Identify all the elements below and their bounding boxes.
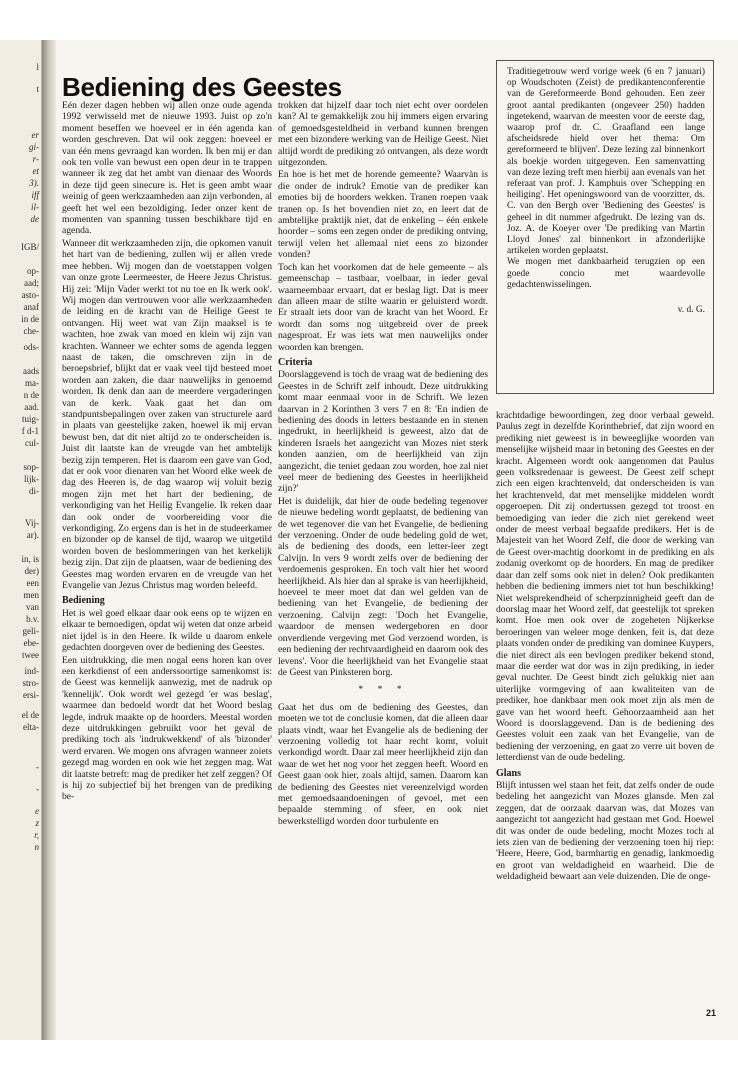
prev-page-fragment: IGB/ [21,242,39,252]
editorial-note-text: Traditiegetrouw werd vorige week (6 en 7 januari) op Woudschoten (Zeist) de predikantenconferentie van de Gereformeerde Bond gehouden. Een zeer groot aantal predikanten (ongeveer 250) hadden ingetekend, waarvan de meesten voor de eerste dag, waarop prof dr. C. Graafland een lange afscheidsrede hield over het thema: Om gereformeerd te blijven'. Deze lezing zal binnenkort als boekje worden uitgegeven. Een samenvatting van deze lezing treft men hierbij aan evenals van het referaat van prof. J. Kamphuis over 'Schepping en heiliging'. Het openingswoord van de voorzitter, ds. C. van den Bergh over 'Bediening des Geestes' is geheel in dit nummer afgedrukt. De lezing van ds. Joz. A. de Koeyer over 'De prediking van Martin Lloyd Jones' zal binnenkort in afzonderlijke artikelen worden geplaatst. [507,67,705,257]
prev-page-fragment: in de [21,314,39,324]
section-divider: * * * [358,684,408,696]
article-paragraph: Toch kan het voorkomen dat de hele gemeente – als gemeenschap – tastbaar, voelbaar, in ieder geval waarneembaar ervaart, dat er beslag ligt. Dat is meer dan alleen maar de stilte waarin er geluisterd wordt. Er straalt iets door van de kracht van het Woord. Er wordt dan soms nog uitgebreid over de preek nagesproat. Er was iets wat men nauwelijks onder woorden kan brengen. [278,261,488,353]
prev-page-fragment: cul- [25,438,39,448]
prev-page-fragment: e [35,806,39,816]
article-paragraph: Doorslaggevend is toch de vraag wat de bediening des Geestes in de Schrift zelf inhoudt. Deze uitdrukking komt maar eenmaal voor in de Schrift. We lezen daarvan in 2 Korinthen 3 vers 7 en 8: 'En indien de bediening des doods in letters bestaande en in stenen ingedrukt, in heerlijkheid is geweest, alzo dat de kinderen Israels het aangezicht van Mozes niet sterk konden aanzien, om de heerlijkheid van zijn aangezicht, die teniet gedaan zou worden, hoe zal niet veel meer de bediening des Geestes in heerlijkheid zijn?' [278,369,488,495]
article-paragraph: Eén dezer dagen hebben wij allen onze oude agenda 1992 verwisseld met de nieuwe 1993. Juist op zo'n moment beseffen we hoeveel er in één agenda kan worden geschreven. Dat wil ook zeggen: hoeveel er van één mens gevraagd kan worden. Ik ben mij er dan ook ten volle van bewust een open deur in te trappen wanneer ik zeg dat het ambt van dienaar des Woords in deze tijd geen sinecure is. Het is geen ambt waar weinig of geen werkzaamheden aan zijn verbonden, al geeft het wel een bezoldiging. Ieder onzer kent de momenten van spanning tussen beschikbare tijd en agenda. [62,100,272,237]
previous-page-edge [0,40,42,1040]
prev-page-fragment: ma- [25,378,39,388]
prev-page-fragment: de [30,214,39,224]
prev-page-fragment: ar). [26,530,39,540]
article-paragraph: Een uitdrukking, die men nogal eens horen kan over een kerkdienst of een anderssoortige samenkomst is: de Geest was kennelijk aanwezig, met de nadruk op 'kennelijk'. Ook wordt wel gezegd 'er was beslag', waarmee dan bedoeld wordt dat het Woord beslag legde, indruk maakte op de hoorders. Meestal worden deze uitdrukkingen gebruikt voor het geval de prediking toch als 'indrukwekkend' of als 'bizonder' werd ervaren. We mogen ons afvragen wanneer zoiets gezegd mag worden en ook wie het zeggen mag. Wat dit laatste betreft: mag de prediker het zelf zeggen? Of is hij zo subjectief bij het brengen van de prediking be- [62,654,272,803]
article-column-3 [496,410,714,884]
prev-page-fragment: - [36,784,39,794]
prev-page-fragment: der) [24,566,39,576]
prev-page-fragment: di- [29,486,39,496]
page-number: 21 [705,1008,716,1018]
prev-page-fragment: ods- [23,342,39,352]
page-gutter [42,40,56,1040]
editorial-note-signature: v. d. G. [677,305,705,316]
article-paragraph: Gaat het dus om de bediening des Geestes, dan moeten we tot de conclusie komen, dat die alleen daar plaats vindt, waar het Evangelie als de bediening der verzoening volledig tot haar recht komt, voluit verkondigd wordt. Daar zal meer heerlijkheid zijn dan waar de wet het nog voor het zeggen heeft. Woord en Geest gaan ook hier, zoals altijd, samen. Daarom kan de bediening des Geestes niet vereenzelvigd worden met gemoedsaandoeningen of gevoel, met een bepaalde stemming of sfeer, en ook niet bewerkstelligd worden door turbulente en [278,701,488,827]
prev-page-fragment: tuig- [22,414,39,424]
editorial-note-box [496,60,714,394]
article-paragraph: Het is wel goed elkaar daar ook eens op te wijzen en elkaar te bemoedigen, opdat wij weten dat onze arbeid niet ijdel is in den Heere. Ik wilde u daarom enkele gedachten doorgeven over de bediening des Geestes. [62,607,272,654]
section-heading: Bediening [62,595,105,607]
prev-page-fragment: n [34,842,39,852]
prev-page-fragment: t [36,84,39,94]
article-title: Bediening des Geestes [62,72,342,102]
editorial-note-closing: We mogen met dankbaarheid terugzien op een goede concio met waardevolle gedachtenwisselingen. [507,257,705,290]
article-paragraph: Het is duidelijk, dat hier de oude bedeling tegenover de nieuwe bedeling wordt geplaatst, de bediening van de wet tegenover die van het Evangelie, de bediening der verzoening. Onder de oude bedeling gold de wet, als de bediening des doods, een letter-leer zegt Calvijn. In vers 9 wordt zelfs over de bediening der verdoemenis gesproken. En toch valt hier het woord heerlijkheid. Als hier dan al sprake is van heerlijkheid, hoeveel te meer moet dat dan wel gelden van de bediening van het Evangelie, de bediening der verzoening. Calvijn zegt: 'Doch het Evangelie, waardoor de mensen wedergeboren en door onverdiende vergeving met God verzoend worden, is een bediening der rechtvaardigheid en daarom ook des levens'. Voor die heerlijkheid van het Evangelie staat de Geest van Pinksteren borg. [278,495,488,678]
article-paragraph: krachtdadige bewoordingen, zeg door verbaal geweld. Paulus zegt in dezelfde Korinthebrief, dat zijn woord en prediking niet geweest is in beweeglijke woorden van menselijke wijsheid maar in betoning des Geestes en der kracht. Algemeen wordt ook aangenomen dat Paulus geen volksredenaar is geweest. De Geest zelf schept zich een eigen krachtenveld, dat onderscheiden is van het krachtenveld, dat met menselijke middelen wordt opgeroepen. Dit zij ondertussen gezegd tot troost en bemoediging van ieder die zich niet gerekend weet onder de meest verbaal begaafde predikers. Het is de Majesteit van het Woord Zelf, die door de werking van de Geest over-machtig doorkomt in de prediking en als zodanig overkomt op de hoorders. En mag de prediker daar dan zelf soms ook niet in delen? Ook predikanten hebben die bediening immers niet tot hun beschikking! Niet welsprekendheid of scherpzinnigheid geeft dan de doorslag maar het Woord zelf, dat geestelijk tot spreken komt. Hoe men ook over de zogeheten Nijkerkse beroeringen van weleer moge denken, feit is, dat deze plaats vonden onder de prediking van dominee Kuypers, die niet direct als een bevlogen prediker bekend stond, maar die eerder wat dor was in zijn prediking, in ieder geval nuchter. De Geest bindt zich gelukkig niet aan uiterlijke vormgeving of aan kwaliteiten van de prediker, hoe dankbaar men ook moet zijn als men de gave van het woord heeft. Gehoorzaamheid aan het Woord is doorslaggevend. Dan is de bediening des Geestes voluit een zaak van het Evangelie, van de bediening der verzoening, en gaat zo verre uit boven de letterdienst van de oude bedeling. [496,410,714,764]
prev-page-fragment: anaf [23,302,39,312]
prev-page-fragment: l [36,62,39,72]
prev-page-fragment: - [36,762,39,772]
magazine-page [56,40,738,1040]
article-paragraph: trokken dat hijzelf daar toch niet echt over oordelen kan? Al te gemakkelijk zou hij immers eigen ervaring of gemoedsgesteldheid in verband kunnen brengen met een bizondere werking van de Heilige Geest. Niet altijd wordt de prediking zó ontvangen, als deze wordt uitgezonden. [278,100,488,169]
prev-page-fragment: f d-1 [21,426,39,436]
prev-page-fragment: aad; [24,278,39,288]
prev-page-fragment: aad. [24,402,39,412]
prev-page-fragment: er [31,130,39,140]
prev-page-fragment: lijk- [24,474,39,484]
prev-page-fragment: ebe- [23,638,39,648]
prev-page-fragment: elta- [23,722,39,732]
article-paragraph: Blijft intussen wel staan het feit, dat zelfs onder de oude bedeling het aangezicht van Mozes glansde. Men zal zeggen, dat de oorzaak daarvan was, dat Mozes van aangezicht tot aangezicht had gestaan met God. Hoewel dit was onder de oude bedeling, mocht Mozes toch al iets zien van de bediening der verzoening toen hij riep: 'Heere, Heere, God, barmhartig en genadig, lankmoedig en groot van weldadigheid en waarheid. Die de weldadigheid bewaart aan vele duizenden. Die de onge- [496,780,714,883]
article-column-2 [278,100,488,828]
prev-page-fragment: twee [22,650,39,660]
prev-page-fragment: stro- [22,678,39,688]
prev-page-fragment: asto- [21,290,39,300]
prev-page-fragment: r- [32,154,39,164]
prev-page-fragment: van [26,602,39,612]
prev-page-fragment: ersi- [23,690,39,700]
prev-page-fragment: sop- [23,462,39,472]
prev-page-fragment: geli- [22,626,39,636]
prev-page-fragment: b.v. [26,614,39,624]
section-heading: Criteria [278,356,313,368]
prev-page-fragment: el de [21,710,39,720]
prev-page-fragment: in, is [21,554,39,564]
prev-page-fragment: n de [23,390,39,400]
prev-page-fragment: men [23,590,39,600]
prev-page-fragment: r, [34,830,39,840]
article-paragraph: Wanneer dit werkzaamheden zijn, die opkomen vanuit het hart van de bediening, zullen wij er allen vrede mee hebben. Wij mogen dan de voetstappen volgen van onze grote Leermeester, de Heere Jezus Christus. Hij zei: 'Mijn Vader werkt tot nu toe en Ik werk ook'. Wij mogen dan vertrouwen voor alle werkzaamheden de leiding en de kracht van de Heilige Geest te ontvangen. Hij weet wat van Zijn maaksel is te wachten, hoe zwak van moed en klein wij zijn van krachten. Wanneer we echter soms de agenda leggen naast de taken, die omschreven zijn in de beroepsbrief, blijkt dat er vaak veel tijd besteed moet worden aan zaken, die daar nauwelijks in genoemd worden. Ik denk dan aan de meerdere vergaderingen van de kerk. Vaak gaat het dan om standpuntsbepalingen over zaken van structurele aard in plaats van geestelijke zaken, hoewel ik mij ervan bewust ben, dat dit niet altijd zo te onderscheiden is. Juist dit laatste kan de vreugde van het ambtelijk bezig zijn temperen. Het is daarom een gave van God, dat er ook voor dienaren van het Woord elke week de dag des Heeren is, de dag waarop wij voluit bezig mogen zijn met het hart der bediening, de verkondiging van het Heilig Evangelie. Ik reken daar dan ook onder de voorbereiding voor die verkondiging. Zo ergens dan is het in de studeerkamer en bizonder op de kansel de tijd, waarop we uitgetild worden boven de beslommeringen van het kerkelijk bezig zijn. Dat zijn de plaatsen, waar de bediening des Geestes mag worden ervaren en de vreugde van het Evangelie van Jezus Christus mag worden beleefd. [62,237,272,592]
prev-page-fragment: et [32,166,39,176]
prev-page-fragment: gi- [29,142,39,152]
prev-page-fragment: ind- [24,666,39,676]
prev-page-fragment: che- [23,326,39,336]
prev-page-fragment: op- [27,266,39,276]
prev-page-fragment: aads [23,366,39,376]
article-paragraph: En hoe is het met de horende gemeente? Waarvàn is die onder de indruk? Emotie van de prediker kan emoties bij de hoorders wekken. Tranen roepen vaak tranen op. Is het bovendien niet zo, en leert dat de ambtelijke praktijk niet, dat de enkeling – één enkele hoorder – soms een zegen onder de prediking ontving, terwijl velen het allemaal niet eens zo bizonder vonden? [278,169,488,261]
prev-page-fragment: z [35,818,39,828]
prev-page-fragment: een [26,578,39,588]
prev-page-fragment: 3). [29,178,39,188]
prev-page-fragment: Vij- [25,518,39,528]
prev-page-fragment: il- [31,202,39,212]
prev-page-fragment: iff [31,190,39,200]
article-column-1 [62,100,272,804]
section-heading: Glans [496,767,522,779]
